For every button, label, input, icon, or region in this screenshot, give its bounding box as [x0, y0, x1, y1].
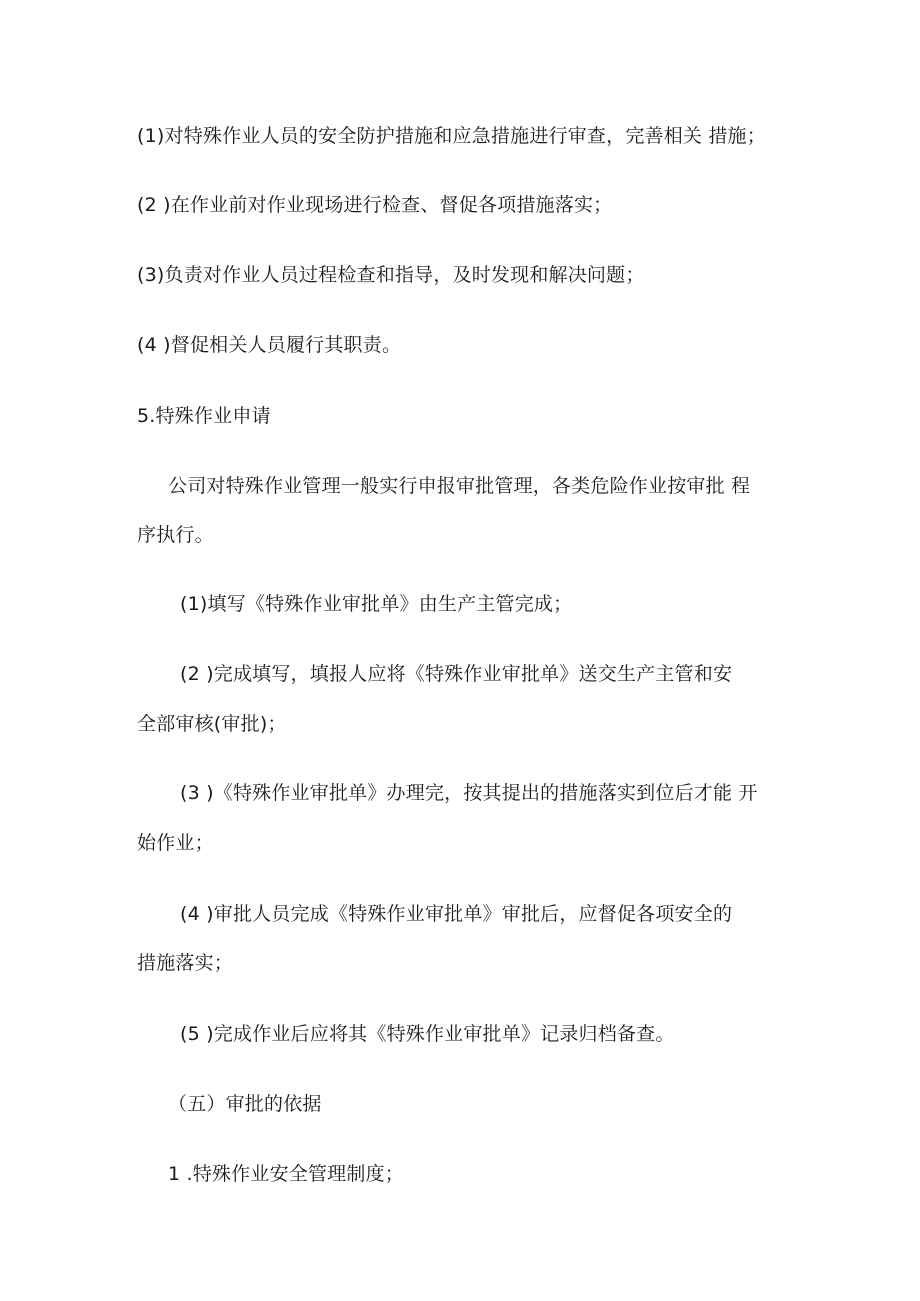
paragraph-intro-line-1: 公司对特殊作业管理一般实行申报审批管理，各类危险作业按审批 程	[168, 475, 751, 497]
application-step-5: (5 )完成作业后应将其《特殊作业审批单》记录归档备查。	[180, 1023, 675, 1045]
application-step-4-line-1: (4 )审批人员完成《特殊作业审批单》审批后，应督促各项安全的	[180, 903, 733, 925]
approval-basis-item-1: 1 .特殊作业安全管理制度；	[168, 1163, 404, 1185]
paragraph-intro-line-2: 序执行。	[137, 524, 214, 546]
application-step-3-line-1: (3 )《特殊作业审批单》办理完，按其提出的措施落实到位后才能 开	[180, 782, 758, 804]
section-heading-special-work-application: 5.特殊作业申请	[137, 405, 271, 427]
section-heading-approval-basis: （五）审批的依据	[168, 1093, 322, 1115]
list-item-2: (2 )在作业前对作业现场进行检查、督促各项措施落实；	[137, 194, 613, 216]
list-item-1: (1)对特殊作业人员的安全防护措施和应急措施进行审查，完善相关 措施；	[137, 125, 766, 147]
application-step-2-line-2: 全部审核(审批)；	[137, 713, 287, 735]
application-step-4-line-2: 措施落实；	[137, 952, 234, 974]
application-step-2-line-1: (2 )完成填写，填报人应将《特殊作业审批单》送交生产主管和安	[180, 663, 733, 685]
list-item-3: (3)负责对作业人员过程检查和指导，及时发现和解决问题；	[137, 264, 645, 286]
application-step-1: (1)填写《特殊作业审批单》由生产主管完成；	[180, 593, 573, 615]
application-step-3-line-2: 始作业；	[137, 832, 214, 854]
list-item-4: (4 )督促相关人员履行其职责。	[137, 334, 402, 356]
